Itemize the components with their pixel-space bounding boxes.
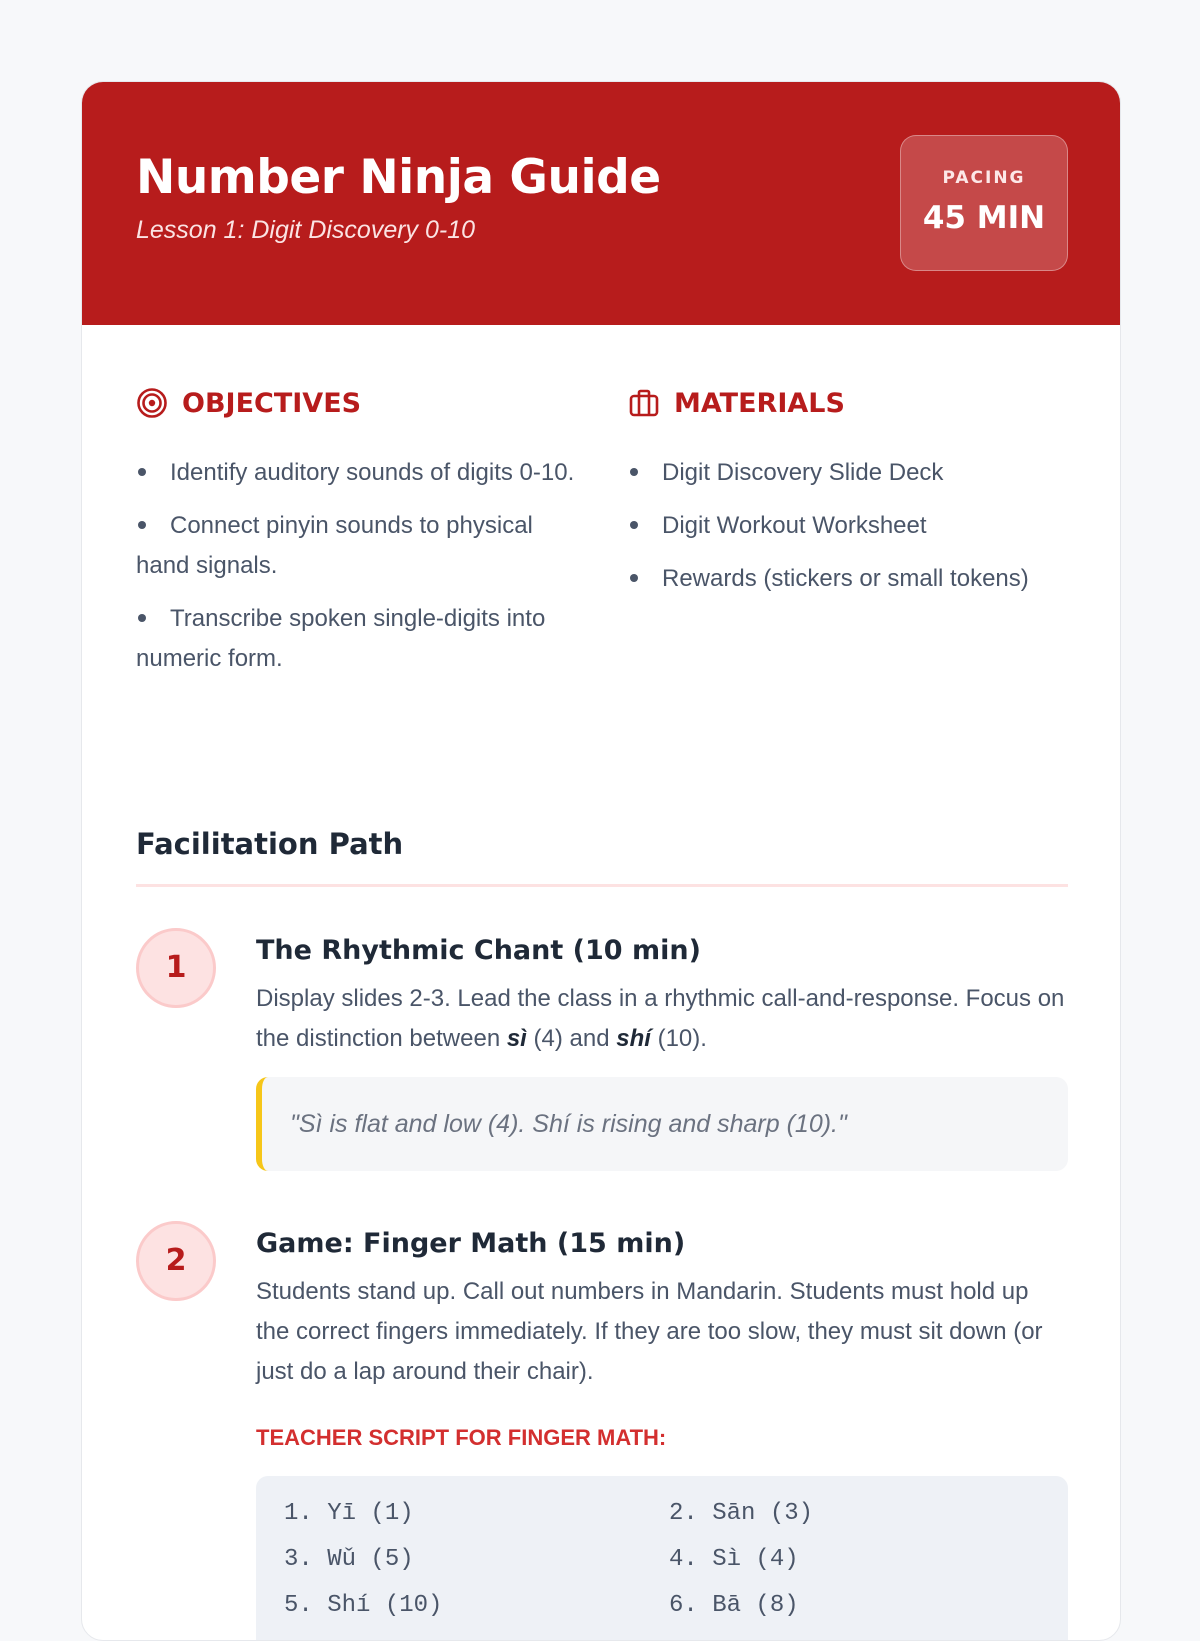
script-label: TEACHER SCRIPT FOR FINGER MATH:: [256, 1425, 667, 1450]
briefcase-icon: [628, 387, 660, 419]
objectives-list: [136, 453, 576, 679]
lesson-subtitle: Lesson 1: Digit Discovery 0-10: [136, 216, 476, 244]
step-description: Students stand up. Call out numbers in Mandarin. Students must hold up the correct fingers immediately. If they are too slow, they must sit down (or just do a lap around their chair).: [256, 1278, 1043, 1385]
script-line: 5. Shí (10): [284, 1592, 443, 1619]
page-title: Number Ninja Guide: [136, 150, 661, 205]
teacher-quote: "Sì is flat and low (4). Shí is rising and sharp (10).": [256, 1077, 1068, 1171]
step-1: [256, 931, 1068, 1171]
materials-heading: [628, 383, 1068, 423]
script-line: 1. Yī (1): [284, 1500, 414, 1527]
script-line: 6. Bā (8): [669, 1592, 799, 1619]
script-line: 3. Wǔ (5): [284, 1546, 414, 1573]
list-item: Rewards (stickers or small tokens): [628, 559, 1068, 599]
materials-section: [628, 383, 1068, 612]
objectives-title: OBJECTIVES: [182, 387, 362, 419]
step-title: The Rhythmic Chant (10 min): [256, 935, 701, 966]
pacing-value: 45 MIN: [922, 200, 1046, 236]
list-item: Identify auditory sounds of digits 0-10.: [136, 453, 576, 493]
list-item: Transcribe spoken single-digits into numeric form.: [136, 605, 546, 672]
step-title: Game: Finger Math (15 min): [256, 1228, 686, 1259]
target-icon: [136, 387, 168, 419]
step-description: Display slides 2-3. Lead the class in a rhythmic call-and-response. Focus on the distinction between sì (4) and shí (10).: [256, 985, 1065, 1052]
materials-title: MATERIALS: [674, 387, 845, 419]
step-number-badge: 2: [136, 1221, 216, 1301]
lesson-header: [82, 82, 1120, 325]
lesson-card: [81, 81, 1121, 1641]
pacing-badge: [900, 135, 1068, 271]
step-number-badge: 1: [136, 928, 216, 1008]
teacher-script-box: [256, 1476, 1068, 1641]
script-line: 2. Sān (3): [669, 1500, 814, 1527]
list-item: Digit Workout Worksheet: [628, 506, 1068, 546]
step-2: [256, 1224, 1068, 1641]
divider: [136, 884, 1068, 887]
objectives-heading: [136, 383, 576, 423]
list-item: Connect pinyin sounds to physical hand signals.: [136, 512, 533, 579]
list-item: Digit Discovery Slide Deck: [628, 453, 1068, 493]
materials-list: [628, 453, 1068, 599]
facilitation-title: Facilitation Path: [136, 827, 404, 861]
script-line: 4. Sì (4): [669, 1546, 799, 1573]
objectives-section: [136, 383, 576, 692]
pacing-label: PACING: [942, 168, 1026, 188]
